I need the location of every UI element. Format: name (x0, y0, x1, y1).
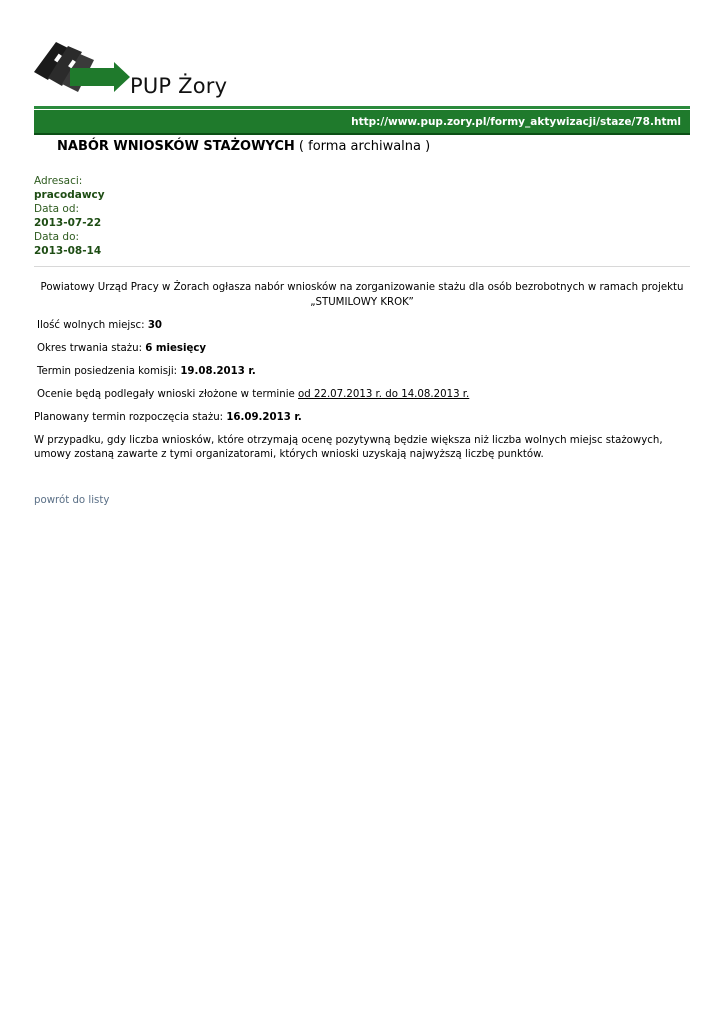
page-title-suffix: ( forma archiwalna ) (294, 139, 431, 154)
places-label: Ilość wolnych miejsc: (37, 320, 148, 331)
evaluation-paragraph (37, 388, 469, 402)
meta-block (34, 174, 105, 258)
places-value: 30 (147, 320, 163, 331)
page-url[interactable]: http://www.pup.zory.pl/formy_aktywizacji/staze/78.html (351, 116, 681, 128)
addressees-value: pracodawcy (34, 189, 105, 201)
places-paragraph (37, 319, 162, 333)
back-to-list-link[interactable]: powrót do listy (34, 495, 110, 506)
date-to-label: Data do: (34, 231, 80, 243)
logo-text: PUP Żory (130, 74, 228, 98)
header-rule (34, 106, 690, 109)
page-title-main: NABÓR WNIOSKÓW STAŻOWYCH (57, 139, 295, 154)
page-title (57, 139, 430, 154)
addressees-label: Adresaci: (34, 175, 83, 187)
start-label: Planowany termin rozpoczęcia stażu: (34, 412, 227, 423)
duration-value: 6 miesięcy (145, 343, 207, 354)
pup-logo-icon (34, 42, 134, 98)
url-bar (34, 110, 690, 135)
date-to-value: 2013-08-14 (34, 245, 102, 257)
committee-value: 19.08.2013 r. (180, 366, 256, 377)
duration-label: Okres trwania stażu: (37, 343, 146, 354)
date-from-label: Data od: (34, 203, 80, 215)
note-paragraph: W przypadku, gdy liczba wniosków, które otrzymają ocenę pozytywną będzie większa niż liczba wolnych miejsc stażowych, umowy zostaną zawarte z tymi organizatorami, których wnioski uzyskają najwyższą liczbę punktów. (34, 435, 663, 460)
evaluation-label: Ocenie będą podlegały wnioski złożone w terminie (37, 389, 299, 400)
start-value: 16.09.2013 r. (226, 412, 302, 423)
intro-paragraph: Powiatowy Urząd Pracy w Żorach ogłasza nabór wniosków na zorganizowanie stażu dla osób bezrobotnych w ramach projektu „STUMILOWY KROK” (40, 282, 684, 308)
duration-paragraph (37, 342, 206, 356)
start-paragraph (34, 411, 302, 425)
date-from-value: 2013-07-22 (34, 217, 102, 229)
committee-label: Termin posiedzenia komisji: (37, 366, 181, 377)
committee-paragraph (37, 365, 256, 379)
divider (34, 266, 690, 267)
evaluation-value: od 22.07.2013 r. do 14.08.2013 r. (298, 389, 470, 400)
